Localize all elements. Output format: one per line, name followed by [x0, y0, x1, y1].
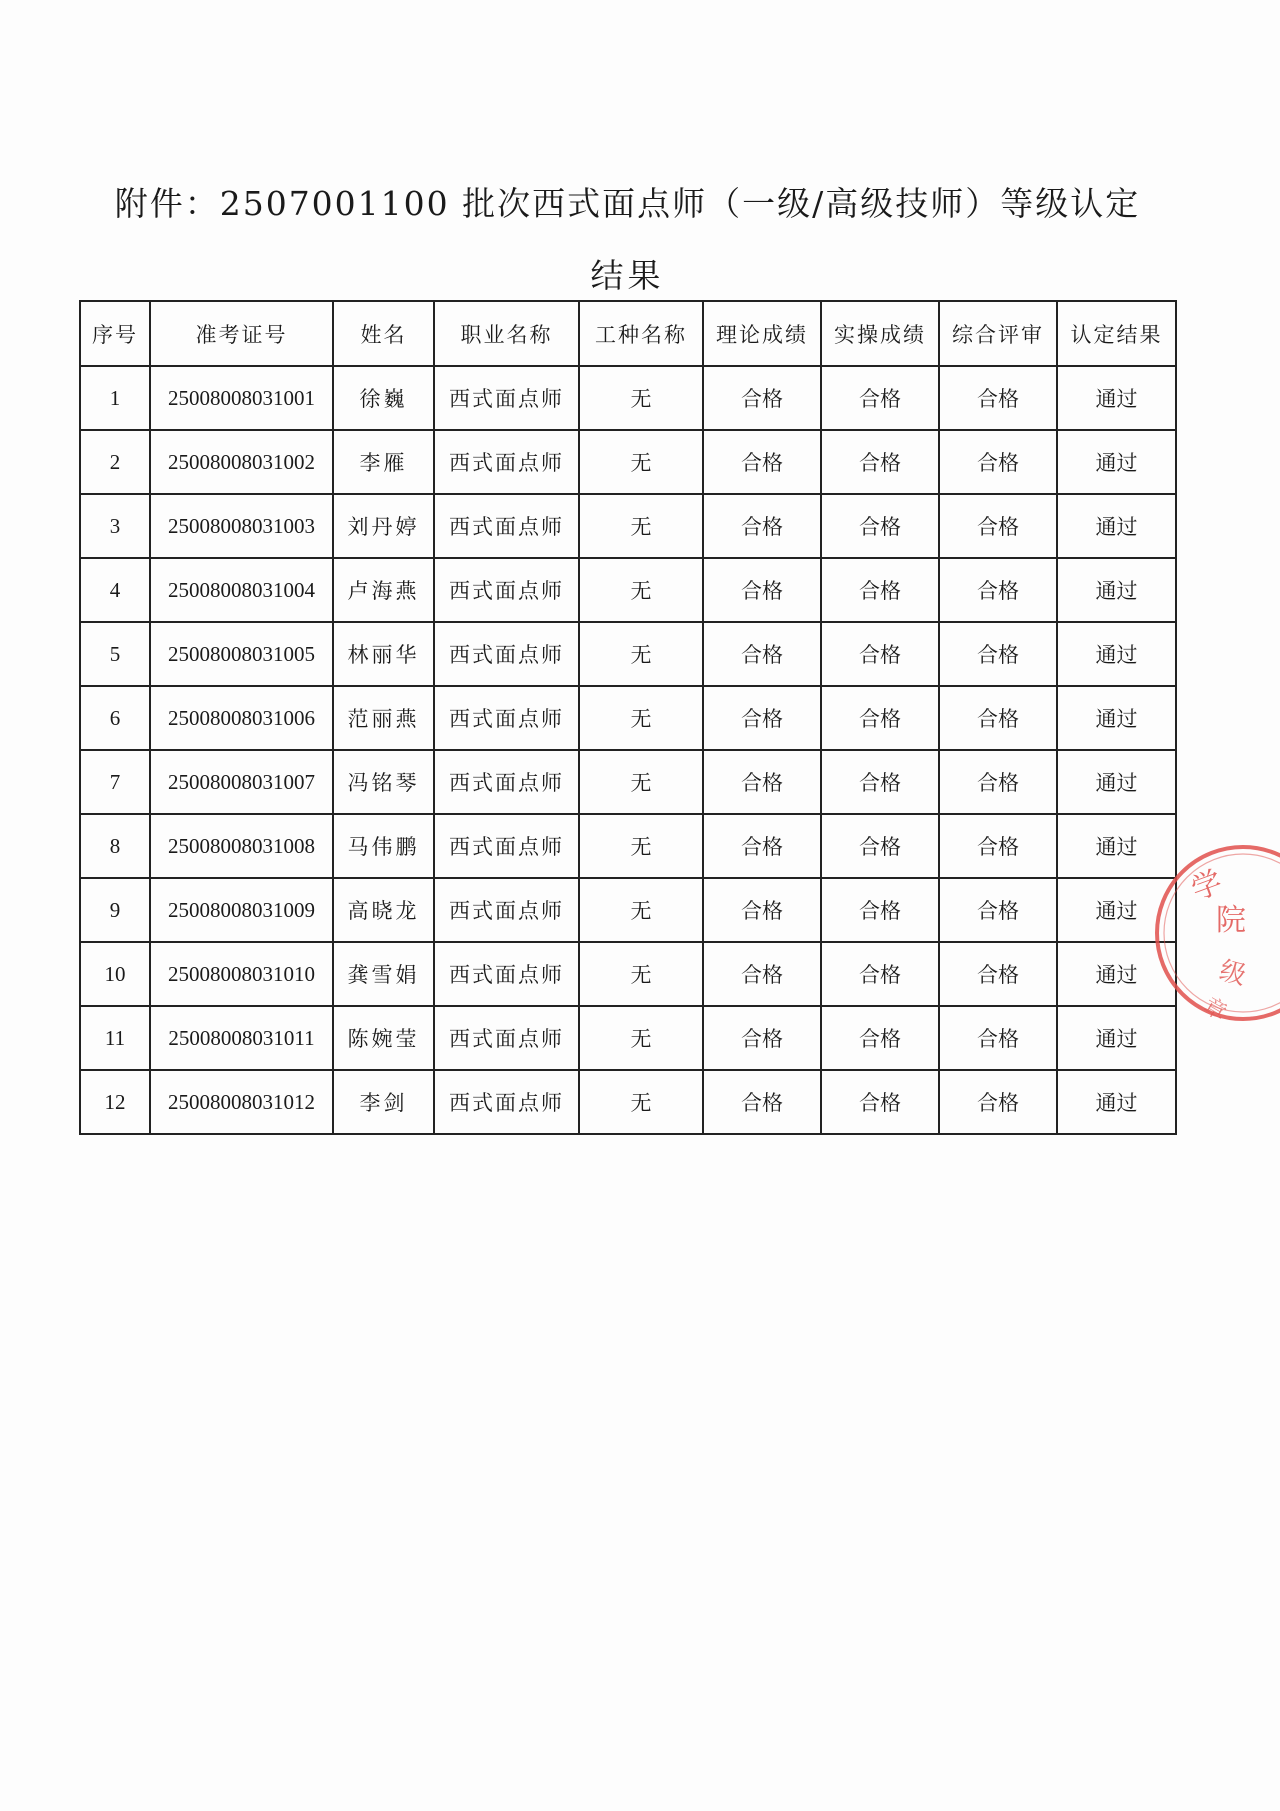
cell-comprehensive-review: 合格	[939, 1070, 1057, 1134]
table-header-row	[80, 301, 1176, 366]
cell-practical-score: 合格	[821, 366, 939, 430]
cell-comprehensive-review: 合格	[939, 1006, 1057, 1070]
cell-practical-score: 合格	[821, 1070, 939, 1134]
cell-ticket-number: 25008008031011	[150, 1006, 333, 1070]
header-occupation: 职业名称	[434, 301, 579, 366]
cell-comprehensive-review: 合格	[939, 430, 1057, 494]
cell-name: 冯铭琴	[333, 750, 434, 814]
cell-occupation: 西式面点师	[434, 430, 579, 494]
table-row	[80, 430, 1176, 494]
cell-occupation: 西式面点师	[434, 494, 579, 558]
cell-theory-score: 合格	[703, 814, 821, 878]
cell-theory-score: 合格	[703, 1070, 821, 1134]
cell-occupation: 西式面点师	[434, 558, 579, 622]
cell-seq: 6	[80, 686, 150, 750]
cell-theory-score: 合格	[703, 1006, 821, 1070]
table-row	[80, 878, 1176, 942]
cell-name: 李剑	[333, 1070, 434, 1134]
cell-result: 通过	[1057, 814, 1176, 878]
cell-comprehensive-review: 合格	[939, 686, 1057, 750]
header-practical-score: 实操成绩	[821, 301, 939, 366]
cell-seq: 7	[80, 750, 150, 814]
cell-occupation: 西式面点师	[434, 750, 579, 814]
cell-occupation: 西式面点师	[434, 622, 579, 686]
cell-practical-score: 合格	[821, 494, 939, 558]
table-row	[80, 814, 1176, 878]
cell-practical-score: 合格	[821, 750, 939, 814]
cell-practical-score: 合格	[821, 430, 939, 494]
document-title-line1: 附件：2507001100 批次西式面点师（一级/高级技师）等级认定	[114, 184, 1141, 223]
cell-name: 范丽燕	[333, 686, 434, 750]
document-title-line2: 结果	[590, 256, 665, 295]
cell-work-type: 无	[579, 1006, 703, 1070]
cell-name: 卢海燕	[333, 558, 434, 622]
header-result: 认定结果	[1057, 301, 1176, 366]
cell-work-type: 无	[579, 750, 703, 814]
cell-name: 高晓龙	[333, 878, 434, 942]
cell-theory-score: 合格	[703, 750, 821, 814]
cell-occupation: 西式面点师	[434, 814, 579, 878]
cell-work-type: 无	[579, 878, 703, 942]
header-theory-score: 理论成绩	[703, 301, 821, 366]
svg-text:学: 学	[1186, 864, 1227, 908]
cell-practical-score: 合格	[821, 686, 939, 750]
cell-result: 通过	[1057, 1006, 1176, 1070]
cell-occupation: 西式面点师	[434, 942, 579, 1006]
cell-work-type: 无	[579, 558, 703, 622]
cell-theory-score: 合格	[703, 878, 821, 942]
cell-work-type: 无	[579, 942, 703, 1006]
cell-comprehensive-review: 合格	[939, 750, 1057, 814]
cell-name: 龚雪娟	[333, 942, 434, 1006]
cell-work-type: 无	[579, 366, 703, 430]
cell-ticket-number: 25008008031012	[150, 1070, 333, 1134]
cell-name: 马伟鹏	[333, 814, 434, 878]
cell-seq: 8	[80, 814, 150, 878]
cell-theory-score: 合格	[703, 942, 821, 1006]
cell-result: 通过	[1057, 558, 1176, 622]
table-row	[80, 686, 1176, 750]
cell-work-type: 无	[579, 430, 703, 494]
cell-practical-score: 合格	[821, 1006, 939, 1070]
table-row	[80, 1006, 1176, 1070]
cell-seq: 2	[80, 430, 150, 494]
cell-ticket-number: 25008008031005	[150, 622, 333, 686]
cell-result: 通过	[1057, 1070, 1176, 1134]
cell-comprehensive-review: 合格	[939, 878, 1057, 942]
cell-ticket-number: 25008008031002	[150, 430, 333, 494]
cell-comprehensive-review: 合格	[939, 494, 1057, 558]
svg-text:院: 院	[1216, 903, 1246, 938]
cell-name: 陈婉莹	[333, 1006, 434, 1070]
cell-work-type: 无	[579, 814, 703, 878]
cell-result: 通过	[1057, 494, 1176, 558]
header-ticket-number: 准考证号	[150, 301, 333, 366]
cell-comprehensive-review: 合格	[939, 366, 1057, 430]
cell-theory-score: 合格	[703, 494, 821, 558]
cell-name: 李雁	[333, 430, 434, 494]
cell-name: 刘丹婷	[333, 494, 434, 558]
cell-theory-score: 合格	[703, 430, 821, 494]
cell-result: 通过	[1057, 430, 1176, 494]
cell-practical-score: 合格	[821, 558, 939, 622]
cell-occupation: 西式面点师	[434, 686, 579, 750]
cell-seq: 5	[80, 622, 150, 686]
cell-comprehensive-review: 合格	[939, 558, 1057, 622]
cell-occupation: 西式面点师	[434, 1006, 579, 1070]
table-row	[80, 494, 1176, 558]
cell-occupation: 西式面点师	[434, 1070, 579, 1134]
cell-ticket-number: 25008008031007	[150, 750, 333, 814]
cell-work-type: 无	[579, 1070, 703, 1134]
table-row	[80, 366, 1176, 430]
cell-result: 通过	[1057, 622, 1176, 686]
table-row	[80, 750, 1176, 814]
cell-theory-score: 合格	[703, 366, 821, 430]
cell-name: 徐巍	[333, 366, 434, 430]
cell-work-type: 无	[579, 622, 703, 686]
cell-practical-score: 合格	[821, 814, 939, 878]
cell-seq: 9	[80, 878, 150, 942]
cell-ticket-number: 25008008031008	[150, 814, 333, 878]
table-row	[80, 1070, 1176, 1134]
table-row	[80, 622, 1176, 686]
table-row	[80, 558, 1176, 622]
header-comprehensive-review: 综合评审	[939, 301, 1057, 366]
cell-seq: 1	[80, 366, 150, 430]
cell-ticket-number: 25008008031001	[150, 366, 333, 430]
cell-result: 通过	[1057, 366, 1176, 430]
svg-text:级: 级	[1216, 955, 1250, 992]
cell-comprehensive-review: 合格	[939, 622, 1057, 686]
cell-result: 通过	[1057, 942, 1176, 1006]
cell-result: 通过	[1057, 686, 1176, 750]
svg-text:章: 章	[1199, 993, 1231, 1027]
cell-seq: 4	[80, 558, 150, 622]
cell-theory-score: 合格	[703, 558, 821, 622]
cell-theory-score: 合格	[703, 622, 821, 686]
table-body	[80, 366, 1176, 1134]
result-table	[79, 300, 1177, 1135]
cell-seq: 11	[80, 1006, 150, 1070]
table-row	[80, 942, 1176, 1006]
cell-occupation: 西式面点师	[434, 366, 579, 430]
cell-comprehensive-review: 合格	[939, 814, 1057, 878]
cell-ticket-number: 25008008031009	[150, 878, 333, 942]
cell-comprehensive-review: 合格	[939, 942, 1057, 1006]
cell-ticket-number: 25008008031006	[150, 686, 333, 750]
cell-ticket-number: 25008008031010	[150, 942, 333, 1006]
cell-seq: 3	[80, 494, 150, 558]
cell-practical-score: 合格	[821, 878, 939, 942]
header-seq: 序号	[80, 301, 150, 366]
cell-result: 通过	[1057, 750, 1176, 814]
cell-ticket-number: 25008008031004	[150, 558, 333, 622]
cell-work-type: 无	[579, 686, 703, 750]
cell-ticket-number: 25008008031003	[150, 494, 333, 558]
cell-seq: 10	[80, 942, 150, 1006]
cell-practical-score: 合格	[821, 622, 939, 686]
cell-name: 林丽华	[333, 622, 434, 686]
header-work-type: 工种名称	[579, 301, 703, 366]
cell-result: 通过	[1057, 878, 1176, 942]
cell-seq: 12	[80, 1070, 150, 1134]
cell-practical-score: 合格	[821, 942, 939, 1006]
header-name: 姓名	[333, 301, 434, 366]
cell-work-type: 无	[579, 494, 703, 558]
cell-theory-score: 合格	[703, 686, 821, 750]
cell-occupation: 西式面点师	[434, 878, 579, 942]
